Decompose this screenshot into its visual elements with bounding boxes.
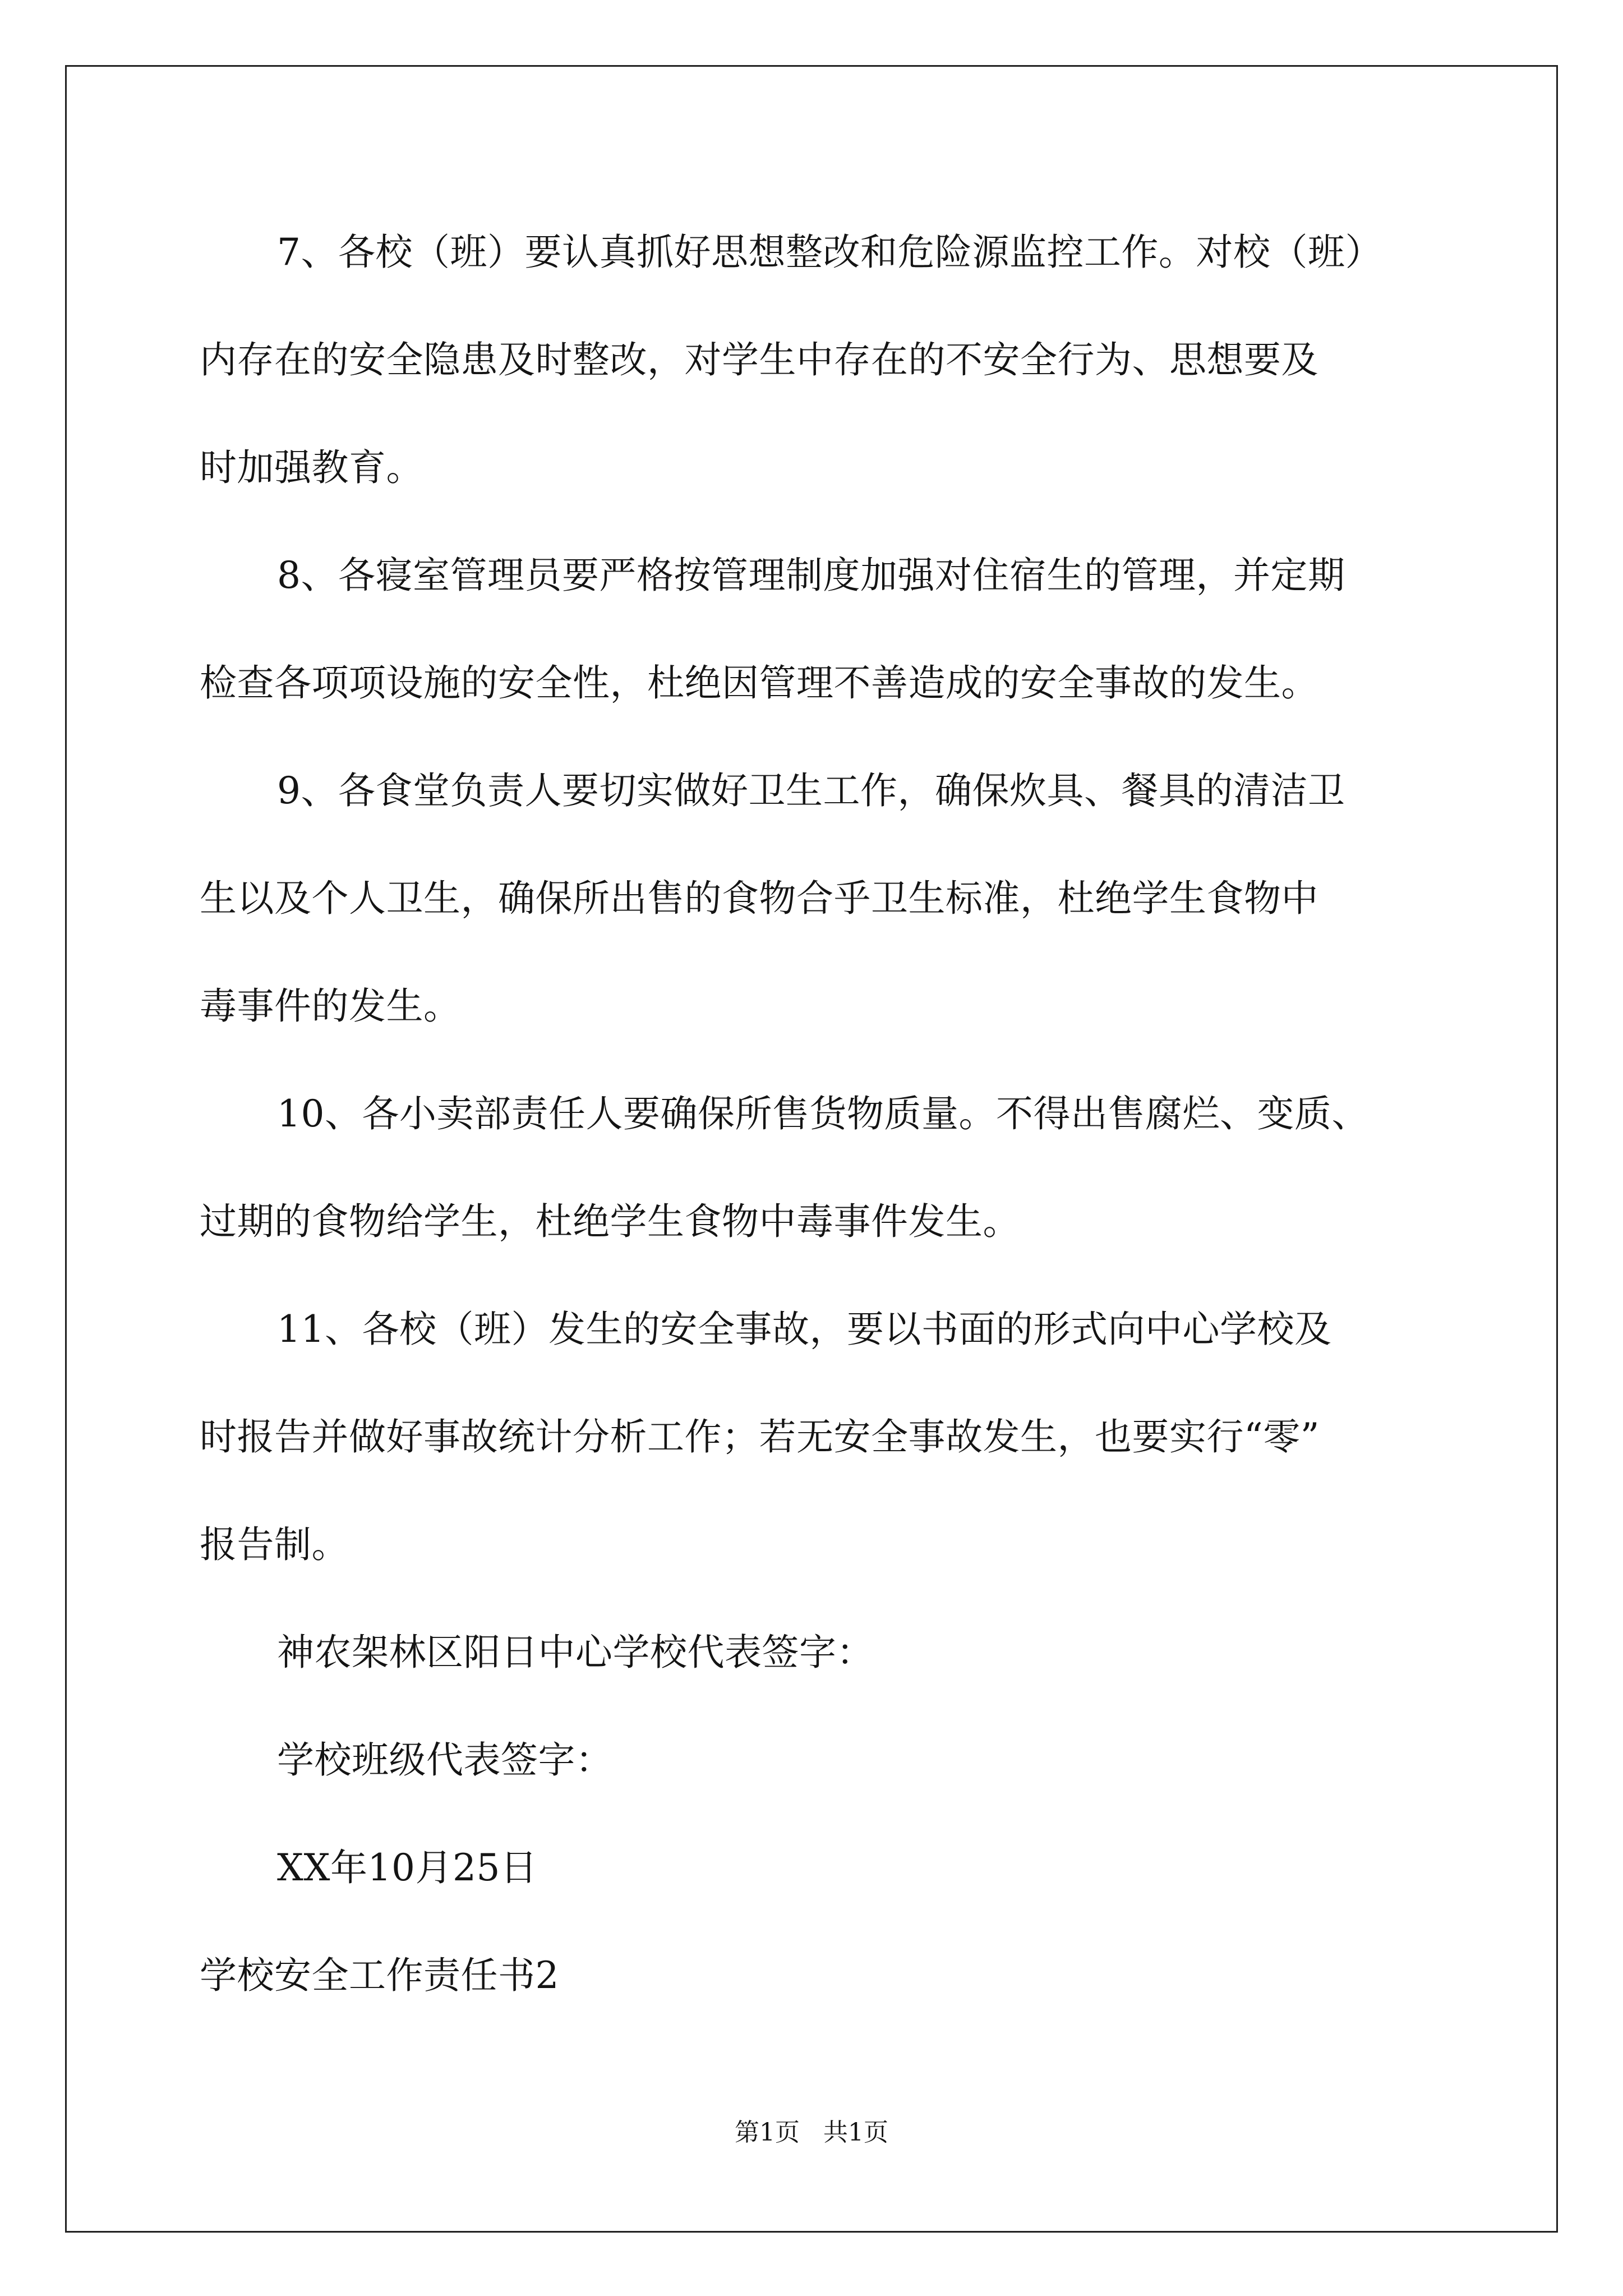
page-footer: 第1页 共1页 xyxy=(735,2118,888,2147)
paragraph-line: 11、各校（班）发生的安全事故，要以书面的形式向中心学校及 xyxy=(277,1308,1332,1351)
paragraph-line: 7、各校（班）要认真抓好思想整改和危险源监控工作。对校（班） xyxy=(277,231,1382,274)
paragraph-line: 时报告并做好事故统计分析工作；若无安全事故发生，也要实行“零” xyxy=(200,1415,1320,1458)
paragraph-line: 时加强教育。 xyxy=(200,446,423,489)
next-section-title: 学校安全工作责任书2 xyxy=(200,1954,559,1997)
paragraph-line: 毒事件的发生。 xyxy=(200,984,461,1028)
paragraph-line: 检查各项项设施的安全性，杜绝因管理不善造成的安全事故的发生。 xyxy=(200,661,1318,705)
paragraph-line: 8、各寝室管理员要严格按管理制度加强对住宿生的管理，并定期 xyxy=(277,554,1345,597)
paragraph-line: 过期的食物给学生，杜绝学生食物中毒事件发生。 xyxy=(200,1200,1020,1243)
class-signature-line: 学校班级代表签字： xyxy=(277,1738,613,1782)
paragraph-line: 报告制。 xyxy=(200,1523,349,1566)
paragraph-line: 9、各食堂负责人要切实做好卫生工作，确保炊具、餐具的清洁卫 xyxy=(277,769,1345,812)
page-border xyxy=(65,65,1558,2233)
paragraph-line: 10、各小卖部责任人要确保所售货物质量。不得出售腐烂、变质、 xyxy=(277,1092,1369,1135)
paragraph-line: 内存在的安全隐患及时整改，对学生中存在的不安全行为、思想要及 xyxy=(200,338,1318,381)
school-signature-line: 神农架林区阳日中心学校代表签字： xyxy=(277,1631,874,1674)
paragraph-line: 生以及个人卫生，确保所出售的食物合乎卫生标准，杜绝学生食物中 xyxy=(200,877,1318,920)
date-line: XX年10月25日 xyxy=(277,1846,538,1889)
